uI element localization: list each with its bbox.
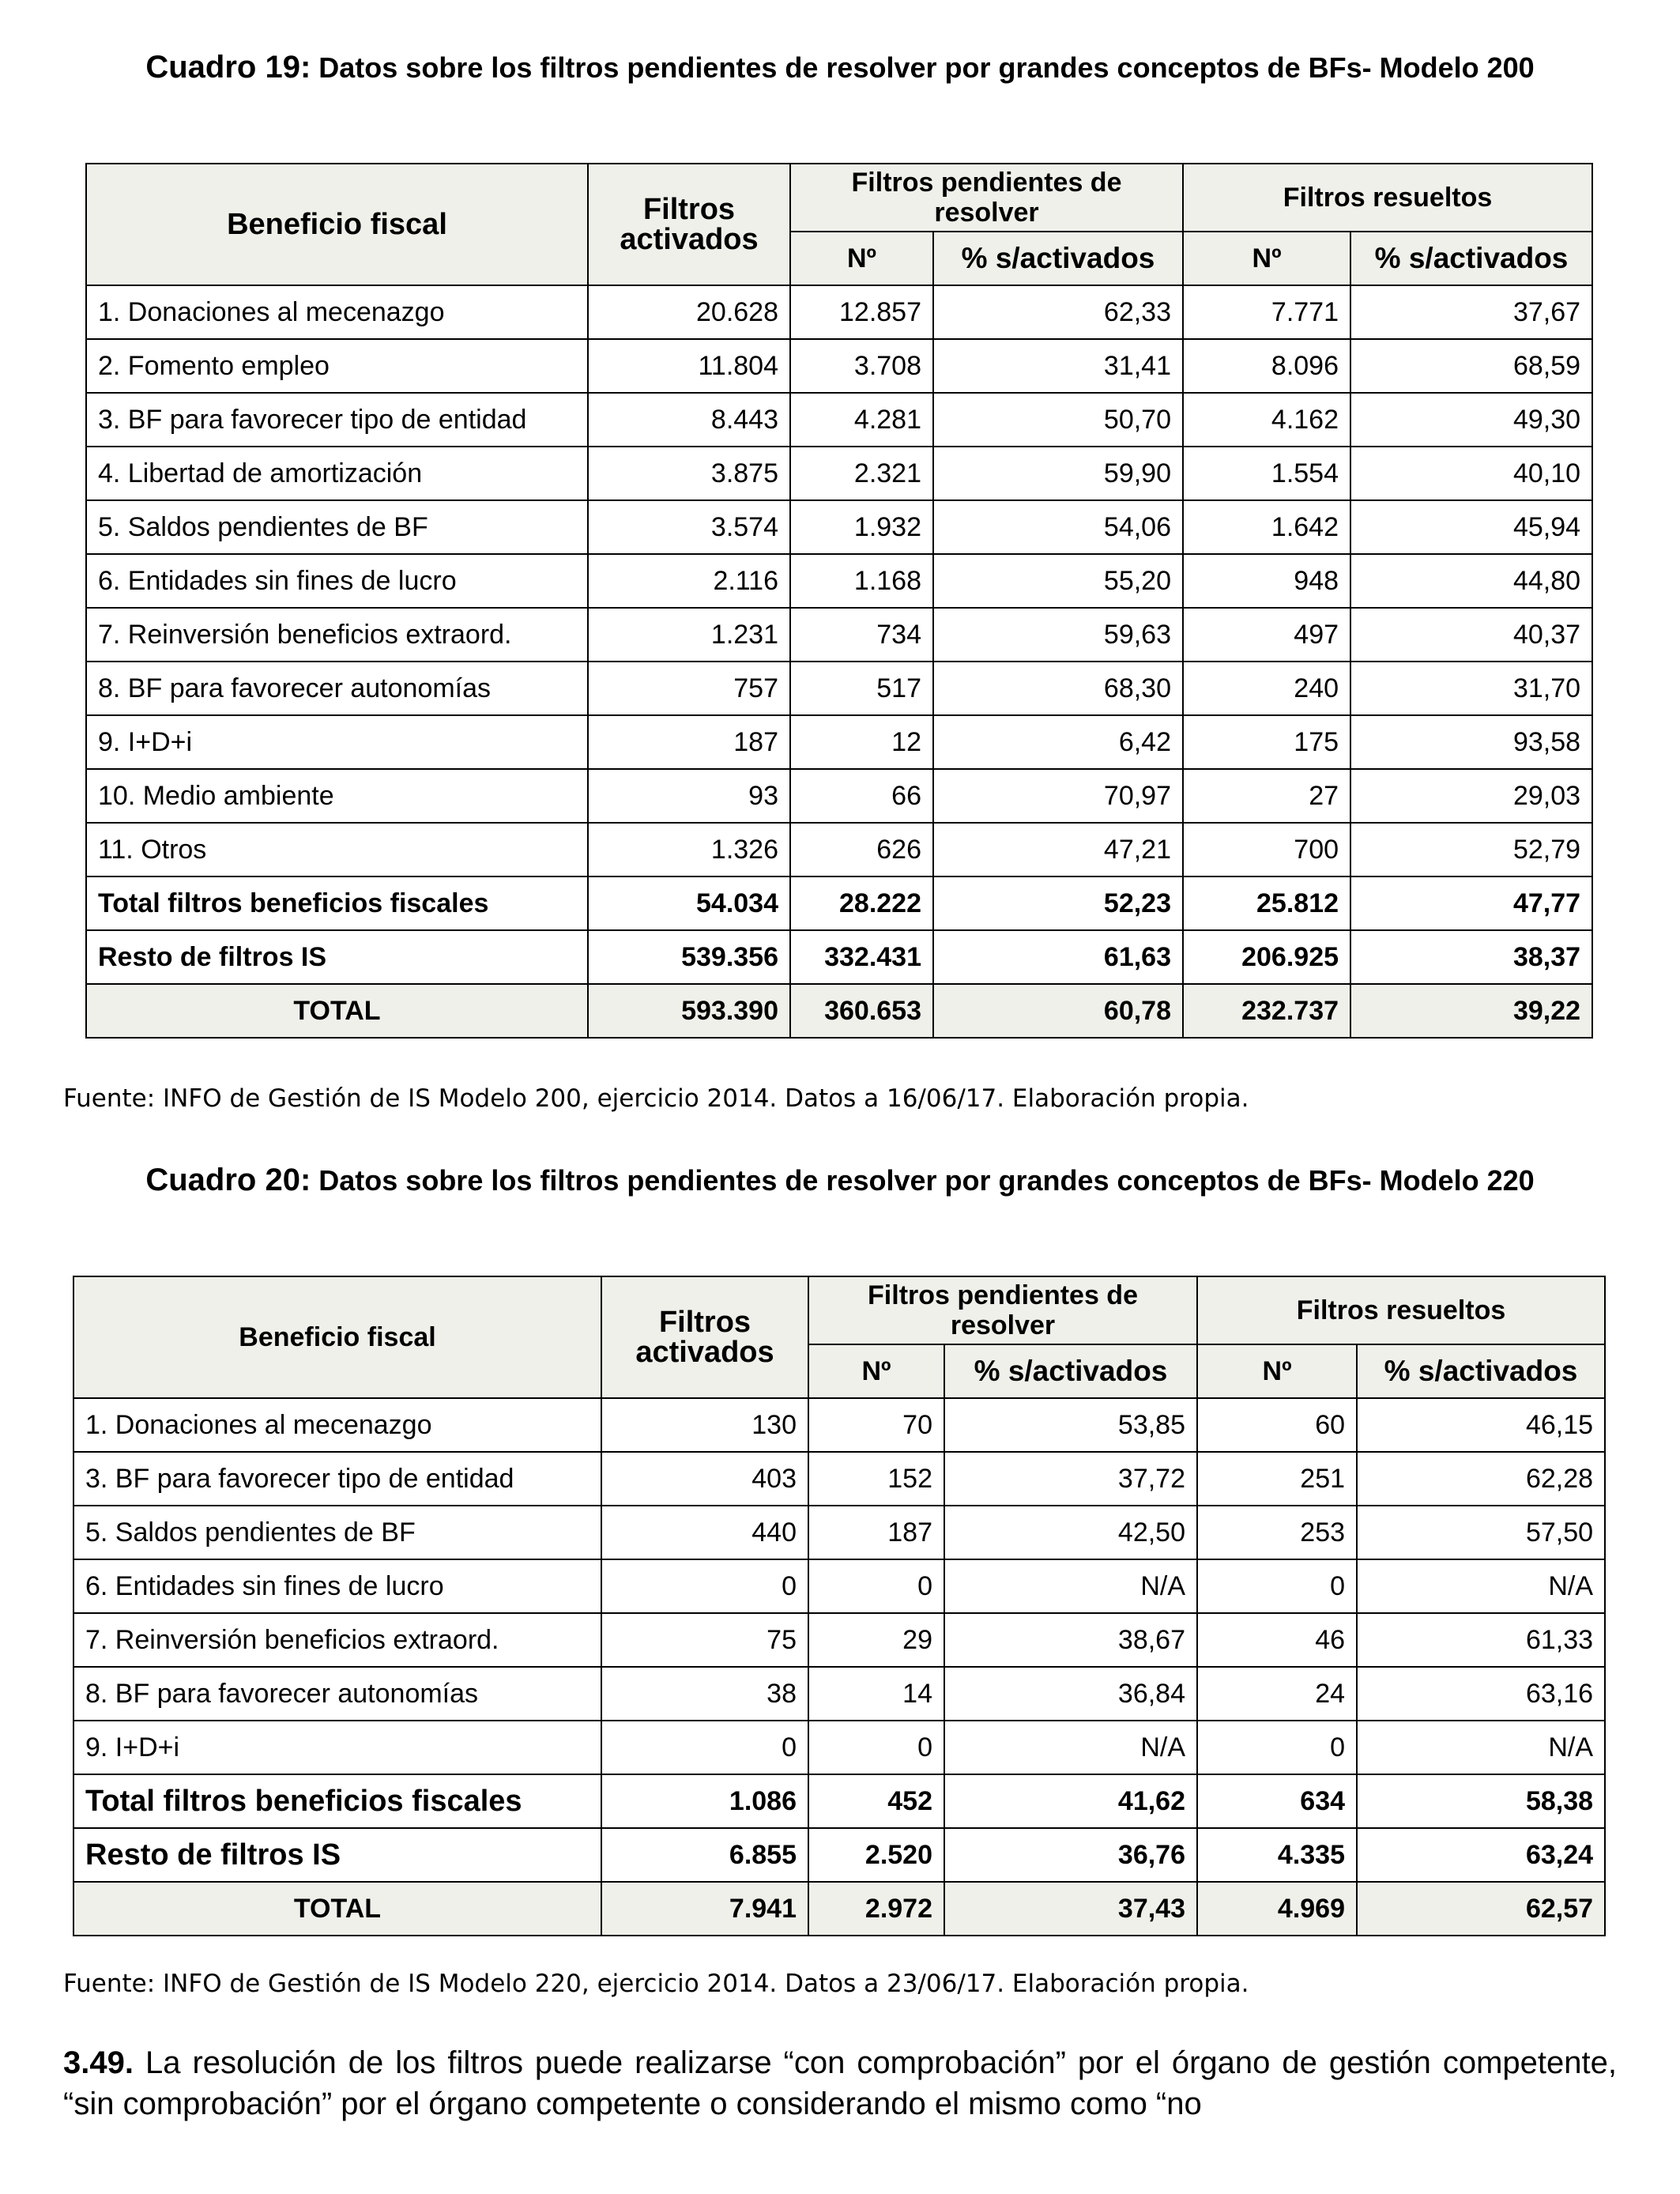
header-activados: Filtros activados [601,1276,808,1398]
cell-pend-no: 452 [808,1774,944,1828]
row-label: 8. BF para favorecer autonomías [73,1667,601,1721]
cell-pend-no: 12.857 [790,285,933,339]
cell-pend-pct: 37,72 [944,1452,1197,1506]
table-row [73,1721,1605,1774]
total-bf-row [73,1774,1605,1828]
cell-res-pct: 68,59 [1350,339,1592,393]
cell-activados: 2.116 [588,554,790,608]
table-row [73,1452,1605,1506]
cell-res-no: 8.096 [1183,339,1350,393]
cell-res-no: 497 [1183,608,1350,662]
cell-pend-pct: 50,70 [933,393,1183,447]
table-row [73,1667,1605,1721]
row-label: TOTAL [73,1882,601,1936]
cell-activados: 20.628 [588,285,790,339]
cell-res-no: 251 [1197,1452,1357,1506]
table-row [86,823,1592,876]
cell-pend-pct: 36,84 [944,1667,1197,1721]
resto-row [73,1828,1605,1882]
total-bf-row [86,876,1592,930]
cell-activados: 130 [601,1398,808,1452]
cell-activados: 8.443 [588,393,790,447]
header-beneficio: Beneficio fiscal [86,164,588,285]
cell-res-no: 175 [1183,715,1350,769]
cell-res-pct: 40,37 [1350,608,1592,662]
table-row [86,608,1592,662]
cell-res-pct: 93,58 [1350,715,1592,769]
cell-res-pct: 52,79 [1350,823,1592,876]
cell-res-no: 46 [1197,1613,1357,1667]
cell-res-pct: 37,67 [1350,285,1592,339]
cell-res-pct: 38,37 [1350,930,1592,984]
cell-res-pct: 39,22 [1350,984,1592,1038]
cell-pend-pct: 61,63 [933,930,1183,984]
cell-res-no: 253 [1197,1506,1357,1559]
cell-pend-no: 517 [790,662,933,715]
cuadro-20-body [73,1398,1605,1936]
cell-activados: 11.804 [588,339,790,393]
row-label: 1. Donaciones al mecenazgo [73,1398,601,1452]
cell-pend-pct: 60,78 [933,984,1183,1038]
cuadro-20-source: Fuente: INFO de Gestión de IS Modelo 220, ejercicio 2014. Datos a 23/06/17. Elaboración propia. [63,1970,1249,1998]
cuadro-19-table [85,163,1593,1039]
cell-activados: 440 [601,1506,808,1559]
paragraph-3-49 [63,2042,1617,2124]
row-label: 8. BF para favorecer autonomías [86,662,588,715]
cell-res-pct: 49,30 [1350,393,1592,447]
cuadro-20-title: Datos sobre los filtros pendientes de resolver por grandes conceptos de BFs- Modelo 220 [311,1164,1535,1197]
cell-pend-no: 14 [808,1667,944,1721]
table-row [86,447,1592,500]
cell-activados: 0 [601,1721,808,1774]
cell-pend-pct: 52,23 [933,876,1183,930]
table-row [73,1398,1605,1452]
cell-activados: 0 [601,1559,808,1613]
header-pend-no: Nº [790,232,933,285]
table-row [86,393,1592,447]
cell-activados: 38 [601,1667,808,1721]
cuadro-20-table [73,1276,1606,1936]
cell-pend-no: 4.281 [790,393,933,447]
total-row [73,1882,1605,1936]
cell-pend-no: 12 [790,715,933,769]
table-row [73,1613,1605,1667]
cell-activados: 3.875 [588,447,790,500]
cell-activados: 187 [588,715,790,769]
table-row [86,769,1592,823]
cell-res-pct: 45,94 [1350,500,1592,554]
cell-pend-no: 2.520 [808,1828,944,1882]
header-res-no: Nº [1183,232,1350,285]
header-pend-pct: % s/activados [933,232,1183,285]
row-label: TOTAL [86,984,588,1038]
row-label: 6. Entidades sin fines de lucro [73,1559,601,1613]
cell-pend-pct: N/A [944,1721,1197,1774]
cell-res-pct: 62,28 [1357,1452,1605,1506]
row-label: 3. BF para favorecer tipo de entidad [73,1452,601,1506]
cell-activados: 7.941 [601,1882,808,1936]
row-label: 4. Libertad de amortización [86,447,588,500]
cell-pend-no: 360.653 [790,984,933,1038]
cell-activados: 593.390 [588,984,790,1038]
cell-pend-pct: 55,20 [933,554,1183,608]
cuadro-20-caption [85,1160,1595,1201]
table-row [86,285,1592,339]
cuadro-19-title: Datos sobre los filtros pendientes de resolver por grandes conceptos de BFs- Modelo 200 [311,51,1535,84]
header-beneficio: Beneficio fiscal [73,1276,601,1398]
cell-pend-pct: 53,85 [944,1398,1197,1452]
cell-pend-pct: 68,30 [933,662,1183,715]
cell-pend-no: 626 [790,823,933,876]
cuadro-19-body [86,285,1592,1038]
cell-res-pct: 44,80 [1350,554,1592,608]
cell-res-pct: 62,57 [1357,1882,1605,1936]
row-label: Total filtros beneficios fiscales [86,876,588,930]
total-row [86,984,1592,1038]
row-label: Resto de filtros IS [73,1828,601,1882]
cell-res-no: 4.969 [1197,1882,1357,1936]
header-activados: Filtros activados [588,164,790,285]
table-row [73,1506,1605,1559]
cell-res-no: 27 [1183,769,1350,823]
cell-res-pct: 61,33 [1357,1613,1605,1667]
cell-pend-pct: 59,90 [933,447,1183,500]
row-label: Resto de filtros IS [86,930,588,984]
cell-res-no: 60 [1197,1398,1357,1452]
cell-res-no: 4.162 [1183,393,1350,447]
row-label: 9. I+D+i [86,715,588,769]
paragraph-number: 3.49. [63,2045,134,2080]
table-row [86,554,1592,608]
table-row [73,1559,1605,1613]
cell-pend-pct: 38,67 [944,1613,1197,1667]
cuadro-19-source: Fuente: INFO de Gestión de IS Modelo 200, ejercicio 2014. Datos a 16/06/17. Elaboración propia. [63,1084,1249,1113]
cell-pend-no: 332.431 [790,930,933,984]
header-pend-no: Nº [808,1344,944,1398]
cell-pend-no: 1.168 [790,554,933,608]
cell-res-pct: 31,70 [1350,662,1592,715]
cell-res-no: 24 [1197,1667,1357,1721]
cell-pend-pct: 41,62 [944,1774,1197,1828]
cell-pend-no: 2.972 [808,1882,944,1936]
cell-res-pct: 40,10 [1350,447,1592,500]
row-label: 1. Donaciones al mecenazgo [86,285,588,339]
header-res-pct: % s/activados [1350,232,1592,285]
cell-res-pct: N/A [1357,1559,1605,1613]
resto-row [86,930,1592,984]
header-res-no: Nº [1197,1344,1357,1398]
row-label: 11. Otros [86,823,588,876]
cell-activados: 3.574 [588,500,790,554]
cell-pend-no: 3.708 [790,339,933,393]
paragraph-text: La resolución de los filtros puede realizarse “con comprobación” por el órgano de gestión competente, “sin comprobación” por el órgano competente o considerando el mismo como “no [63,2045,1617,2121]
cell-pend-pct: 70,97 [933,769,1183,823]
cell-activados: 539.356 [588,930,790,984]
header-pendientes: Filtros pendientes de resolver [790,164,1183,232]
cell-pend-no: 2.321 [790,447,933,500]
table-row [86,662,1592,715]
table-row [86,715,1592,769]
cell-res-pct: 63,24 [1357,1828,1605,1882]
cell-pend-no: 187 [808,1506,944,1559]
cell-activados: 403 [601,1452,808,1506]
cell-pend-no: 28.222 [790,876,933,930]
cell-pend-no: 152 [808,1452,944,1506]
cell-res-no: 700 [1183,823,1350,876]
cell-res-pct: 57,50 [1357,1506,1605,1559]
cell-pend-pct: 47,21 [933,823,1183,876]
cell-res-no: 25.812 [1183,876,1350,930]
row-label: 5. Saldos pendientes de BF [86,500,588,554]
cell-activados: 54.034 [588,876,790,930]
cell-pend-pct: 59,63 [933,608,1183,662]
cell-pend-pct: 31,41 [933,339,1183,393]
cell-activados: 757 [588,662,790,715]
cell-activados: 1.086 [601,1774,808,1828]
cell-pend-no: 29 [808,1613,944,1667]
cell-res-no: 206.925 [1183,930,1350,984]
cell-pend-pct: N/A [944,1559,1197,1613]
row-label: 3. BF para favorecer tipo de entidad [86,393,588,447]
cell-res-no: 1.554 [1183,447,1350,500]
header-pendientes: Filtros pendientes de resolver [808,1276,1197,1344]
cell-res-pct: 58,38 [1357,1774,1605,1828]
cell-res-no: 240 [1183,662,1350,715]
row-label: 5. Saldos pendientes de BF [73,1506,601,1559]
cell-res-pct: 47,77 [1350,876,1592,930]
cuadro-20-label: Cuadro 20: [145,1163,311,1197]
cell-pend-pct: 54,06 [933,500,1183,554]
row-label: 2. Fomento empleo [86,339,588,393]
cell-pend-no: 66 [790,769,933,823]
cell-pend-no: 0 [808,1559,944,1613]
cell-pend-pct: 37,43 [944,1882,1197,1936]
cell-activados: 93 [588,769,790,823]
header-resueltos: Filtros resueltos [1197,1276,1605,1344]
cell-res-no: 0 [1197,1559,1357,1613]
cell-activados: 6.855 [601,1828,808,1882]
cell-res-no: 7.771 [1183,285,1350,339]
cell-pend-no: 734 [790,608,933,662]
cell-res-no: 0 [1197,1721,1357,1774]
cell-res-no: 4.335 [1197,1828,1357,1882]
cell-pend-pct: 42,50 [944,1506,1197,1559]
row-label: 10. Medio ambiente [86,769,588,823]
table-row [86,339,1592,393]
cell-res-no: 634 [1197,1774,1357,1828]
cell-pend-pct: 6,42 [933,715,1183,769]
cell-res-no: 232.737 [1183,984,1350,1038]
cell-pend-pct: 62,33 [933,285,1183,339]
cell-res-pct: N/A [1357,1721,1605,1774]
cell-res-pct: 46,15 [1357,1398,1605,1452]
cell-res-no: 948 [1183,554,1350,608]
header-pend-pct: % s/activados [944,1344,1197,1398]
cell-activados: 75 [601,1613,808,1667]
cell-res-no: 1.642 [1183,500,1350,554]
cell-pend-pct: 36,76 [944,1828,1197,1882]
cell-res-pct: 63,16 [1357,1667,1605,1721]
cell-activados: 1.326 [588,823,790,876]
cuadro-19-caption [85,47,1595,88]
cell-pend-no: 1.932 [790,500,933,554]
cell-pend-no: 70 [808,1398,944,1452]
row-label: Total filtros beneficios fiscales [73,1774,601,1828]
cell-pend-no: 0 [808,1721,944,1774]
row-label: 9. I+D+i [73,1721,601,1774]
row-label: 7. Reinversión beneficios extraord. [73,1613,601,1667]
table-row [86,500,1592,554]
header-res-pct: % s/activados [1357,1344,1605,1398]
row-label: 7. Reinversión beneficios extraord. [86,608,588,662]
header-resueltos: Filtros resueltos [1183,164,1592,232]
cell-activados: 1.231 [588,608,790,662]
row-label: 6. Entidades sin fines de lucro [86,554,588,608]
cell-res-pct: 29,03 [1350,769,1592,823]
cuadro-19-label: Cuadro 19: [145,50,311,85]
